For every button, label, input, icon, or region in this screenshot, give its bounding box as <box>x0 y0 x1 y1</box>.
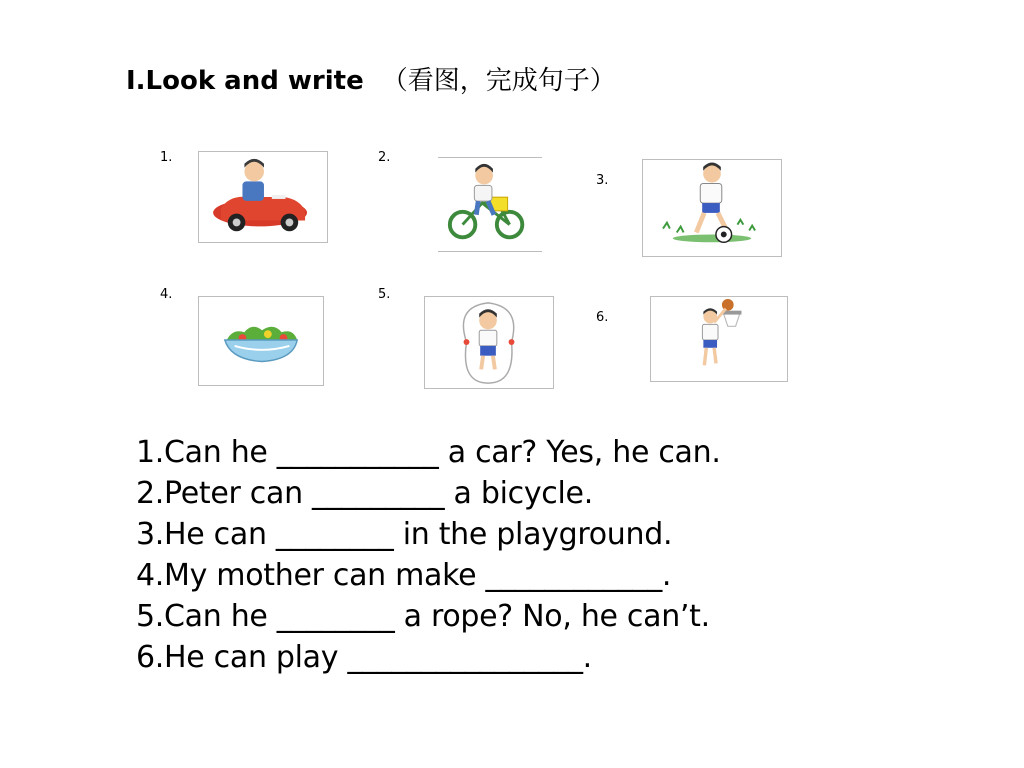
salad-bowl-icon <box>199 297 323 385</box>
boy-playing-basketball-icon <box>651 297 787 381</box>
picture-3 <box>642 159 782 257</box>
sentence-1: 1.Can he ___________ a car? Yes, he can. <box>136 435 721 470</box>
picture-number-4: 4. <box>160 287 173 302</box>
title-english: I.Look and write <box>126 66 364 96</box>
picture-number-1: 1. <box>160 150 173 165</box>
sentence-list <box>136 432 721 678</box>
worksheet-title <box>126 60 616 97</box>
picture-number-2: 2. <box>378 150 391 165</box>
boy-driving-car-icon <box>199 152 327 242</box>
picture-2 <box>438 157 542 252</box>
sentence-2: 2.Peter can _________ a bicycle. <box>136 476 593 511</box>
boy-skipping-rope-icon <box>425 297 553 388</box>
picture-6 <box>650 296 788 382</box>
picture-1 <box>198 151 328 243</box>
sentence-6: 6.He can play ________________. <box>136 640 592 675</box>
picture-5 <box>424 296 554 389</box>
sentence-3: 3.He can ________ in the playground. <box>136 517 673 552</box>
boy-playing-football-icon <box>643 160 781 256</box>
picture-number-5: 5. <box>378 287 391 302</box>
title-chinese: （看图，完成句子） <box>381 66 616 96</box>
sentence-5: 5.Can he ________ a rope? No, he can’t. <box>136 599 710 634</box>
picture-number-6: 6. <box>596 310 609 325</box>
sentence-4: 4.My mother can make ____________. <box>136 558 672 593</box>
boy-riding-bicycle-icon <box>438 158 542 251</box>
picture-number-3: 3. <box>596 173 609 188</box>
picture-4 <box>198 296 324 386</box>
